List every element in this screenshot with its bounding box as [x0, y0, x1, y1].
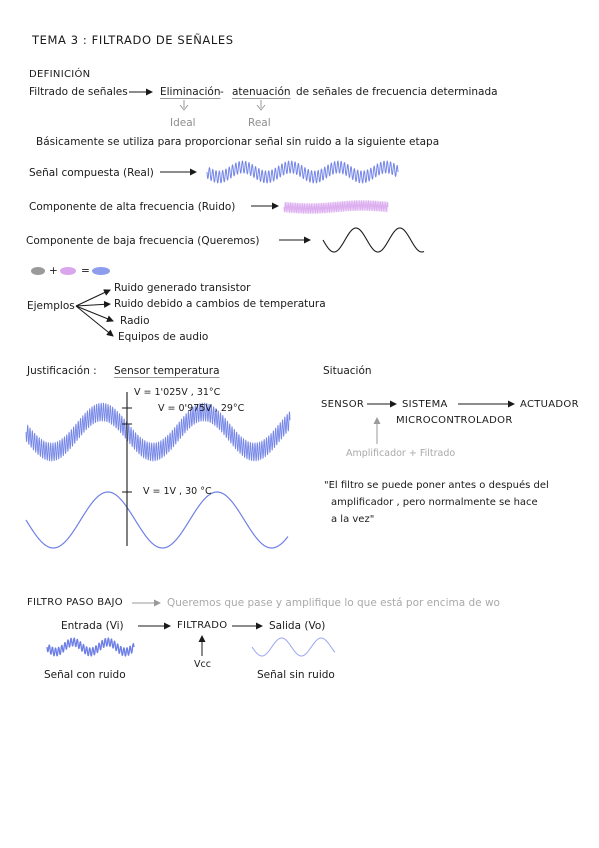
definicion-sentence: Básicamente se utiliza para proporcionar señal sin ruido a la siguiente etapa	[36, 136, 440, 148]
definicion-term: Filtrado de señales	[29, 86, 128, 98]
page-title: TEMA 3 : FILTRADO DE SEÑALES	[32, 33, 234, 47]
amplificador-filtrado-label: Amplificador + Filtrado	[346, 448, 456, 459]
vcc-label: Vcc	[194, 659, 211, 670]
situacion-heading: Situación	[323, 365, 372, 377]
ejemplo-item: Radio	[120, 315, 150, 327]
plus-sign: +	[49, 265, 58, 277]
ideal-label: Ideal	[170, 117, 196, 129]
ejemplos-branches	[76, 290, 113, 336]
voltage-3-label: V = 1V , 30 °C	[143, 486, 212, 497]
ejemplo-item: Equipos de audio	[118, 331, 209, 343]
arrow-real	[257, 100, 265, 110]
componente-baja-label: Componente de baja frecuencia (Queremos)	[26, 235, 260, 247]
quote-line: amplificador , pero normalmente se hace	[331, 497, 538, 508]
pink-blob	[60, 267, 76, 275]
senal-sin-ruido-label: Señal sin ruido	[257, 669, 335, 681]
sensor-label: SENSOR	[321, 399, 365, 410]
temperature-clean-wave	[26, 492, 288, 548]
ejemplos-label: Ejemplos	[27, 300, 75, 312]
actuador-label: ACTUADOR	[520, 399, 579, 410]
microcontrolador-label: MICROCONTROLADOR	[396, 415, 513, 426]
compound-signal-wave	[207, 161, 398, 183]
grey-blob	[31, 267, 45, 275]
quote-line: "El filtro se puede poner antes o después del	[324, 480, 549, 491]
real-label: Real	[248, 117, 271, 129]
sistema-label: SISTEMA	[402, 399, 448, 410]
quote-line: a la vez"	[331, 514, 375, 525]
definicion-heading: DEFINICIÓN	[29, 69, 91, 80]
senal-con-ruido-label: Señal con ruido	[44, 669, 126, 681]
ejemplo-item: Ruido debido a cambios de temperatura	[114, 298, 326, 310]
definicion-dash: -	[220, 86, 224, 98]
definicion-rest: de señales de frecuencia determinada	[296, 86, 498, 98]
equals-sign: =	[81, 265, 90, 277]
entrada-label: Entrada (Vi)	[61, 620, 124, 632]
salida-label: Salida (Vo)	[269, 620, 326, 632]
senal-compuesta-label: Señal compuesta (Real)	[29, 167, 154, 179]
voltage-1-label: V = 1'025V , 31°C	[134, 387, 221, 398]
justificacion-heading: Justificación :	[27, 365, 97, 377]
filtro-description: Queremos que pase y amplifique lo que está por encima de wo	[167, 597, 500, 609]
eliminacion-word: Eliminación	[160, 86, 221, 98]
voltage-2-label: V = 0'975V , 29°C	[158, 403, 245, 414]
arrow-ideal	[180, 100, 188, 110]
filtrado-label: FILTRADO	[177, 620, 228, 631]
output-clean-wave	[252, 638, 335, 656]
ejemplo-item: Ruido generado transistor	[114, 282, 251, 294]
atenuacion-word: atenuación	[232, 86, 291, 98]
blue-blob	[92, 267, 110, 275]
filtro-heading: FILTRO PASO BAJO	[27, 597, 123, 608]
high-frequency-wave	[284, 201, 388, 214]
input-noisy-wave	[47, 638, 134, 656]
sensor-temperatura-label: Sensor temperatura	[114, 365, 220, 377]
componente-alta-label: Componente de alta frecuencia (Ruido)	[29, 201, 236, 213]
low-frequency-wave	[323, 228, 424, 252]
